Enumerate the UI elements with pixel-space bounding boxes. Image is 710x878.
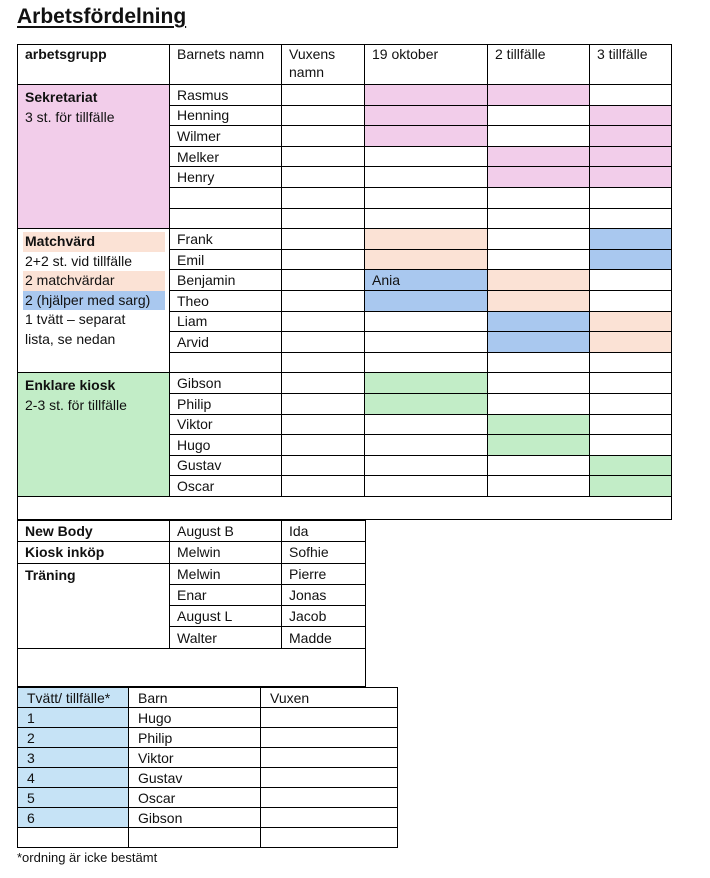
adult-name: Madde: [282, 627, 366, 648]
child-name: [170, 208, 282, 229]
child-name: Gustav: [170, 455, 282, 476]
session-number: 2: [18, 728, 129, 748]
adult-name: [282, 270, 365, 291]
blank-cell: [129, 828, 261, 848]
child-name: Liam: [170, 311, 282, 332]
table-row: [18, 768, 398, 788]
child-name: August B: [170, 521, 282, 542]
adult-name: [261, 708, 398, 728]
session-2-cell: [488, 229, 590, 250]
adult-name: [261, 728, 398, 748]
header-adult: Vuxen: [261, 688, 398, 708]
session-3-cell: [590, 393, 672, 414]
footnote: *ordning är icke bestämt: [17, 850, 158, 865]
child-name: Rasmus: [170, 85, 282, 106]
header-session-1: 19 oktober: [365, 45, 488, 85]
adult-name: [282, 311, 365, 332]
session-1-cell: [365, 126, 488, 147]
child-name: Theo: [170, 290, 282, 311]
table-row: [18, 521, 366, 542]
adult-name: [282, 373, 365, 394]
child-name: [170, 352, 282, 373]
header-session-3: 3 tillfälle: [590, 45, 672, 85]
session-2-cell: [488, 414, 590, 435]
child-name: August L: [170, 606, 282, 627]
adult-name: [282, 85, 365, 106]
child-name: Arvid: [170, 332, 282, 353]
session-number: 3: [18, 748, 129, 768]
child-name: Gibson: [129, 808, 261, 828]
adult-name: [282, 393, 365, 414]
session-2-cell: [488, 105, 590, 126]
child-name: Frank: [170, 229, 282, 250]
table-row: [18, 728, 398, 748]
session-3-cell: [590, 332, 672, 353]
table-row: [18, 542, 366, 563]
session-3-cell: [590, 311, 672, 332]
session-1-cell: [365, 290, 488, 311]
session-3-cell: [590, 229, 672, 250]
adult-name: Sofhie: [282, 542, 366, 563]
adult-name: [282, 414, 365, 435]
session-2-cell: [488, 393, 590, 414]
adult-name: [282, 126, 365, 147]
child-name: Melwin: [170, 563, 282, 584]
child-name: Oscar: [129, 788, 261, 808]
session-number: 1: [18, 708, 129, 728]
header-group: arbetsgrupp: [18, 45, 170, 85]
work-distribution-table: [17, 44, 672, 520]
session-2-cell: [488, 270, 590, 291]
session-1-cell: [365, 373, 488, 394]
session-3-cell: [590, 352, 672, 373]
session-3-cell: [590, 105, 672, 126]
session-1-cell: [365, 414, 488, 435]
adult-name: [282, 167, 365, 188]
staff-table: [17, 520, 366, 687]
session-2-cell: [488, 208, 590, 229]
child-name: Philip: [129, 728, 261, 748]
adult-name: [282, 249, 365, 270]
header-adult: Vuxens namn: [282, 45, 365, 85]
table-row: [18, 563, 366, 584]
group-name: Enklare kiosk: [25, 377, 116, 394]
session-3-cell: [590, 208, 672, 229]
adult-name: [261, 808, 398, 828]
group-note: 2-3 st. för tillfälle: [25, 396, 127, 413]
adult-name: Ida: [282, 521, 366, 542]
session-2-cell: [488, 373, 590, 394]
table-row: [18, 496, 672, 519]
session-1-cell: [365, 146, 488, 167]
session-1-cell: [365, 435, 488, 456]
session-1-cell: [365, 167, 488, 188]
child-name: Walter: [170, 627, 282, 648]
adult-name: [282, 435, 365, 456]
child-name: Henry: [170, 167, 282, 188]
session-1-cell: [365, 311, 488, 332]
session-3-cell: [590, 187, 672, 208]
table-row: [18, 708, 398, 728]
group-note: 2 matchvärdar: [23, 271, 165, 291]
child-name: Oscar: [170, 476, 282, 497]
table-row: [18, 808, 398, 828]
child-name: Melker: [170, 146, 282, 167]
group-note: 2+2 st. vid tillfälle: [25, 252, 132, 269]
session-number: 5: [18, 788, 129, 808]
adult-name: [282, 105, 365, 126]
child-name: Gibson: [170, 373, 282, 394]
session-1-cell: [365, 85, 488, 106]
table-row: [18, 648, 366, 686]
session-3-cell: [590, 435, 672, 456]
group-kiosk: [18, 373, 170, 497]
session-2-cell: [488, 290, 590, 311]
session-number: 6: [18, 808, 129, 828]
session-2-cell: [488, 249, 590, 270]
role-new-body: New Body: [18, 521, 170, 542]
header-session: Tvätt/ tillfälle*: [18, 688, 129, 708]
header-child: Barnets namn: [170, 45, 282, 85]
session-1-cell: [365, 332, 488, 353]
adult-name: [261, 748, 398, 768]
blank-cell: [261, 828, 398, 848]
session-number: 4: [18, 768, 129, 788]
child-name: Emil: [170, 249, 282, 270]
child-name: Melwin: [170, 542, 282, 563]
adult-name: [282, 476, 365, 497]
session-1-cell: [365, 455, 488, 476]
group-note: 1 tvätt – separat: [25, 311, 126, 328]
session-2-cell: [488, 167, 590, 188]
session-3-cell: [590, 85, 672, 106]
role-training: Träning: [18, 563, 170, 648]
header-child: Barn: [129, 688, 261, 708]
adult-name: [282, 229, 365, 250]
adult-name: [282, 208, 365, 229]
session-1-cell: [365, 352, 488, 373]
blank-row: [18, 496, 672, 519]
table-row: [18, 748, 398, 768]
session-2-cell: [488, 435, 590, 456]
session-3-cell: [590, 414, 672, 435]
adult-name: Jacob: [282, 606, 366, 627]
table-row: [18, 373, 672, 394]
table-row: [18, 788, 398, 808]
adult-name: [261, 768, 398, 788]
adult-name: [282, 455, 365, 476]
table-row: [18, 229, 672, 250]
session-1-cell: [365, 208, 488, 229]
group-matchvard: [18, 229, 170, 373]
session-2-cell: [488, 126, 590, 147]
group-name: Sekretariat: [25, 89, 98, 105]
child-name: Benjamin: [170, 270, 282, 291]
session-3-cell: [590, 126, 672, 147]
role-kiosk-purchase: Kiosk inköp: [18, 542, 170, 563]
session-2-cell: [488, 187, 590, 208]
session-3-cell: [590, 373, 672, 394]
session-3-cell: [590, 146, 672, 167]
group-note: 3 st. för tillfälle: [25, 108, 115, 125]
session-3-cell: [590, 290, 672, 311]
child-name: Philip: [170, 393, 282, 414]
session-2-cell: [488, 146, 590, 167]
session-1-cell: [365, 393, 488, 414]
adult-name: [282, 187, 365, 208]
session-3-cell: [590, 270, 672, 291]
adult-name: [282, 332, 365, 353]
header-row: [18, 45, 672, 85]
session-2-cell: [488, 332, 590, 353]
session-3-cell: [590, 167, 672, 188]
child-name: Henning: [170, 105, 282, 126]
session-1-cell: [365, 249, 488, 270]
adult-name: Jonas: [282, 584, 366, 605]
child-name: Viktor: [129, 748, 261, 768]
header-row: [18, 688, 398, 708]
page-title: Arbetsfördelning: [17, 5, 187, 28]
adult-name: [282, 352, 365, 373]
group-sekretariat: [18, 85, 170, 229]
laundry-table: [17, 687, 398, 848]
adult-name: [282, 146, 365, 167]
session-2-cell: [488, 85, 590, 106]
session-1-cell: [365, 187, 488, 208]
adult-name: [282, 290, 365, 311]
session-2-cell: [488, 352, 590, 373]
adult-name: Pierre: [282, 563, 366, 584]
child-name: [170, 187, 282, 208]
group-name: Matchvärd: [23, 232, 165, 252]
group-note: 2 (hjälper med sarg): [23, 291, 165, 311]
child-name: Hugo: [129, 708, 261, 728]
child-name: Gustav: [129, 768, 261, 788]
child-name: Viktor: [170, 414, 282, 435]
session-3-cell: [590, 476, 672, 497]
session-2-cell: [488, 455, 590, 476]
child-name: Enar: [170, 584, 282, 605]
blank-row: [18, 648, 366, 686]
session-1-cell: [365, 229, 488, 250]
session-2-cell: [488, 311, 590, 332]
session-2-cell: [488, 476, 590, 497]
blank-cell: [18, 828, 129, 848]
table-row: [18, 85, 672, 106]
session-1-cell: [365, 105, 488, 126]
group-note: lista, se nedan: [25, 330, 116, 347]
child-name: Wilmer: [170, 126, 282, 147]
session-1-cell: Ania: [365, 270, 488, 291]
session-1-cell: [365, 476, 488, 497]
adult-name: [261, 788, 398, 808]
header-session-2: 2 tillfälle: [488, 45, 590, 85]
session-3-cell: [590, 455, 672, 476]
child-name: Hugo: [170, 435, 282, 456]
session-3-cell: [590, 249, 672, 270]
table-row: [18, 828, 398, 848]
